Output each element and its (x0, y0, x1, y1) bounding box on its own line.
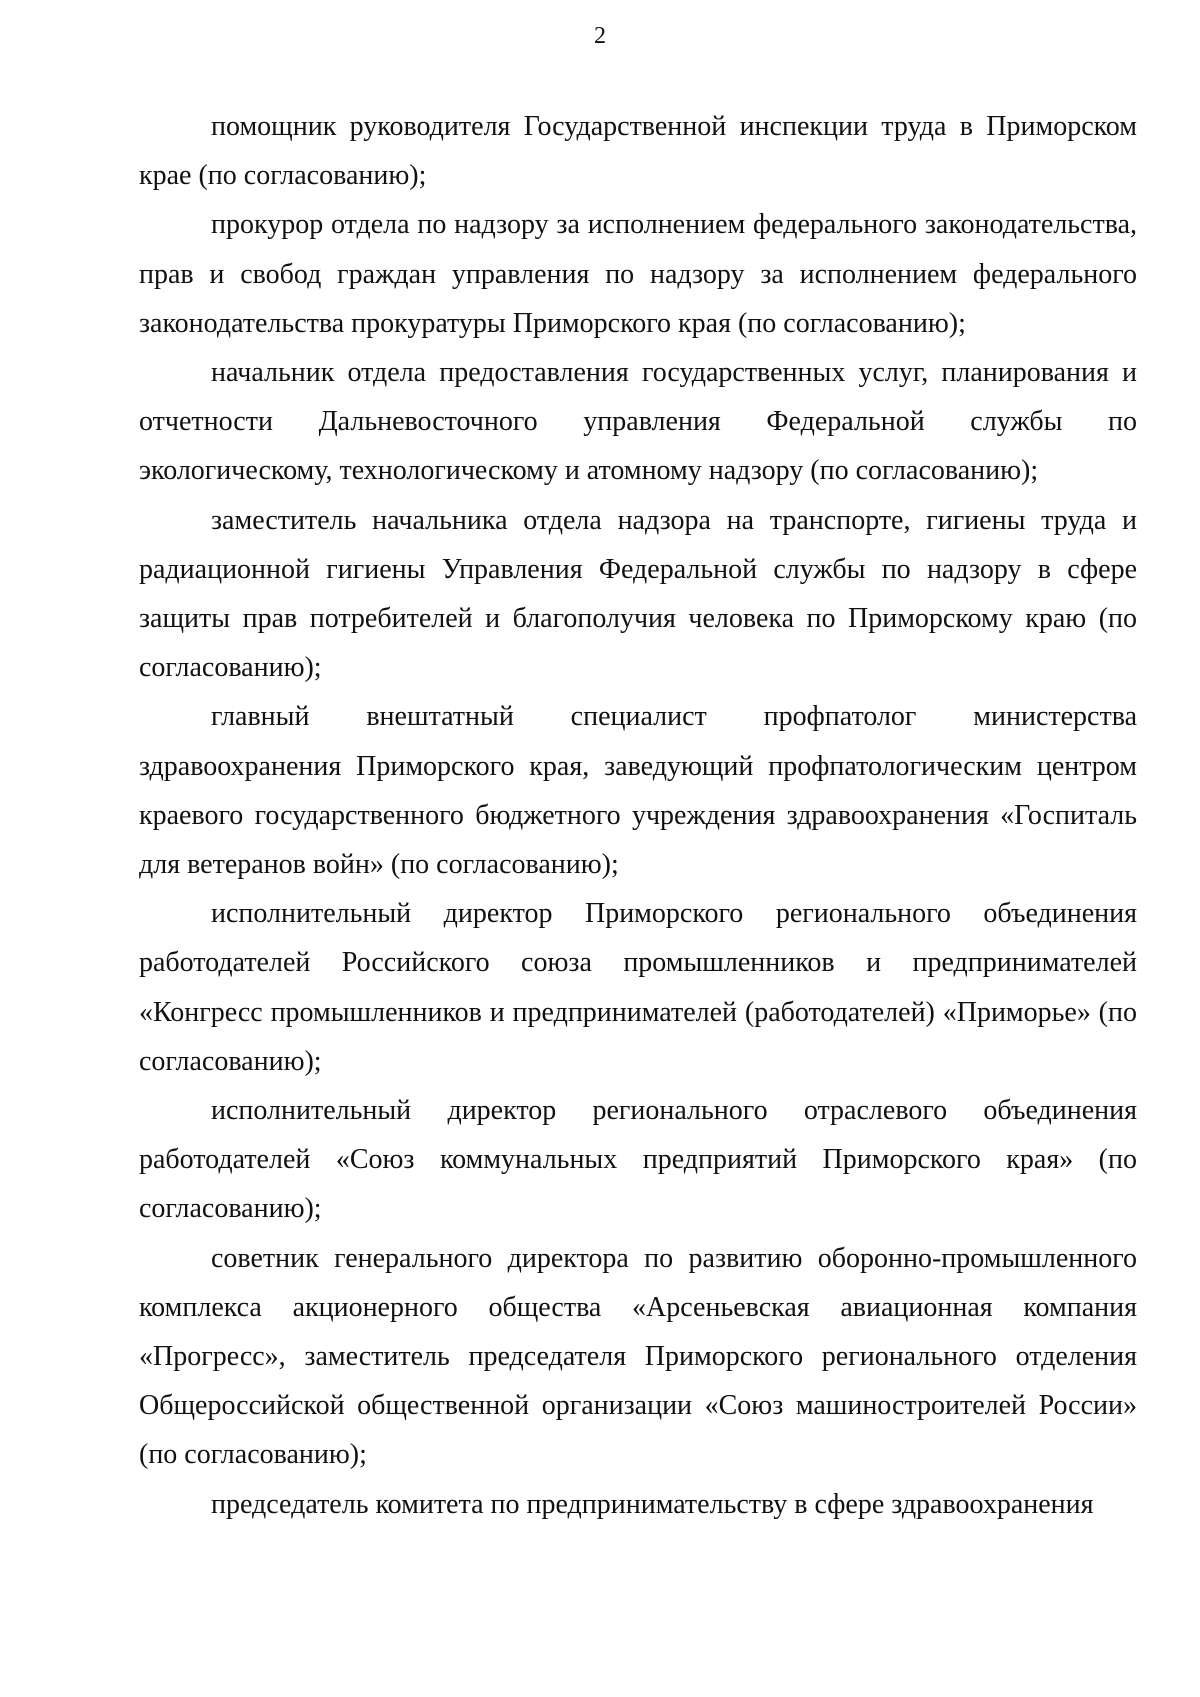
page-number: 2 (594, 23, 606, 49)
paragraph: советник генерального директора по развитию оборонно-промышленного комплекса акционерного общества «Арсеньевская авиационная компания «Прогресс», заместитель председателя Приморского регионального отделения Общероссийской общественной организации «Союз машиностроителей России» (по согласованию); (139, 1242, 1137, 1471)
paragraph: помощник руководителя Государственной инспекции труда в Приморском крае (по согласованию); (139, 111, 1137, 192)
paragraph: прокурор отдела по надзору за исполнением федерального законодательства, прав и свобод граждан управления по надзору за исполнением федерального законодательства прокуратуры Приморского края (по согласованию); (139, 209, 1137, 339)
paragraph: исполнительный директор регионального отраслевого объединения работодателей «Союз коммунальных предприятий Приморского края» (по согласованию); (139, 1095, 1137, 1225)
paragraph: главный внештатный специалист профпатолог министерства здравоохранения Приморского края, заведующий профпатологическим центром краевого государственного бюджетного учреждения здравоохранения «Госпиталь для ветеранов войн» (по согласованию); (139, 701, 1137, 881)
paragraph: председатель комитета по предпринимательству в сфере здравоохранения (211, 1488, 1094, 1520)
paragraph: начальник отдела предоставления государственных услуг, планирования и отчетности Дальневосточного управления Федеральной службы по экологическому, технологическому и атомному надзору (по согласованию); (139, 357, 1137, 487)
paragraph: заместитель начальника отдела надзора на транспорте, гигиены труда и радиационной гигиены Управления Федеральной службы по надзору в сфере защиты прав потребителей и благополучия человека по Приморскому краю (по согласованию); (139, 504, 1137, 684)
paragraph: исполнительный директор Приморского регионального объединения работодателей Российского союза промышленников и предпринимателей «Конгресс промышленников и предпринимателей (работодателей) «Приморье» (по согласованию); (139, 898, 1137, 1077)
document-body (139, 102, 1137, 1529)
